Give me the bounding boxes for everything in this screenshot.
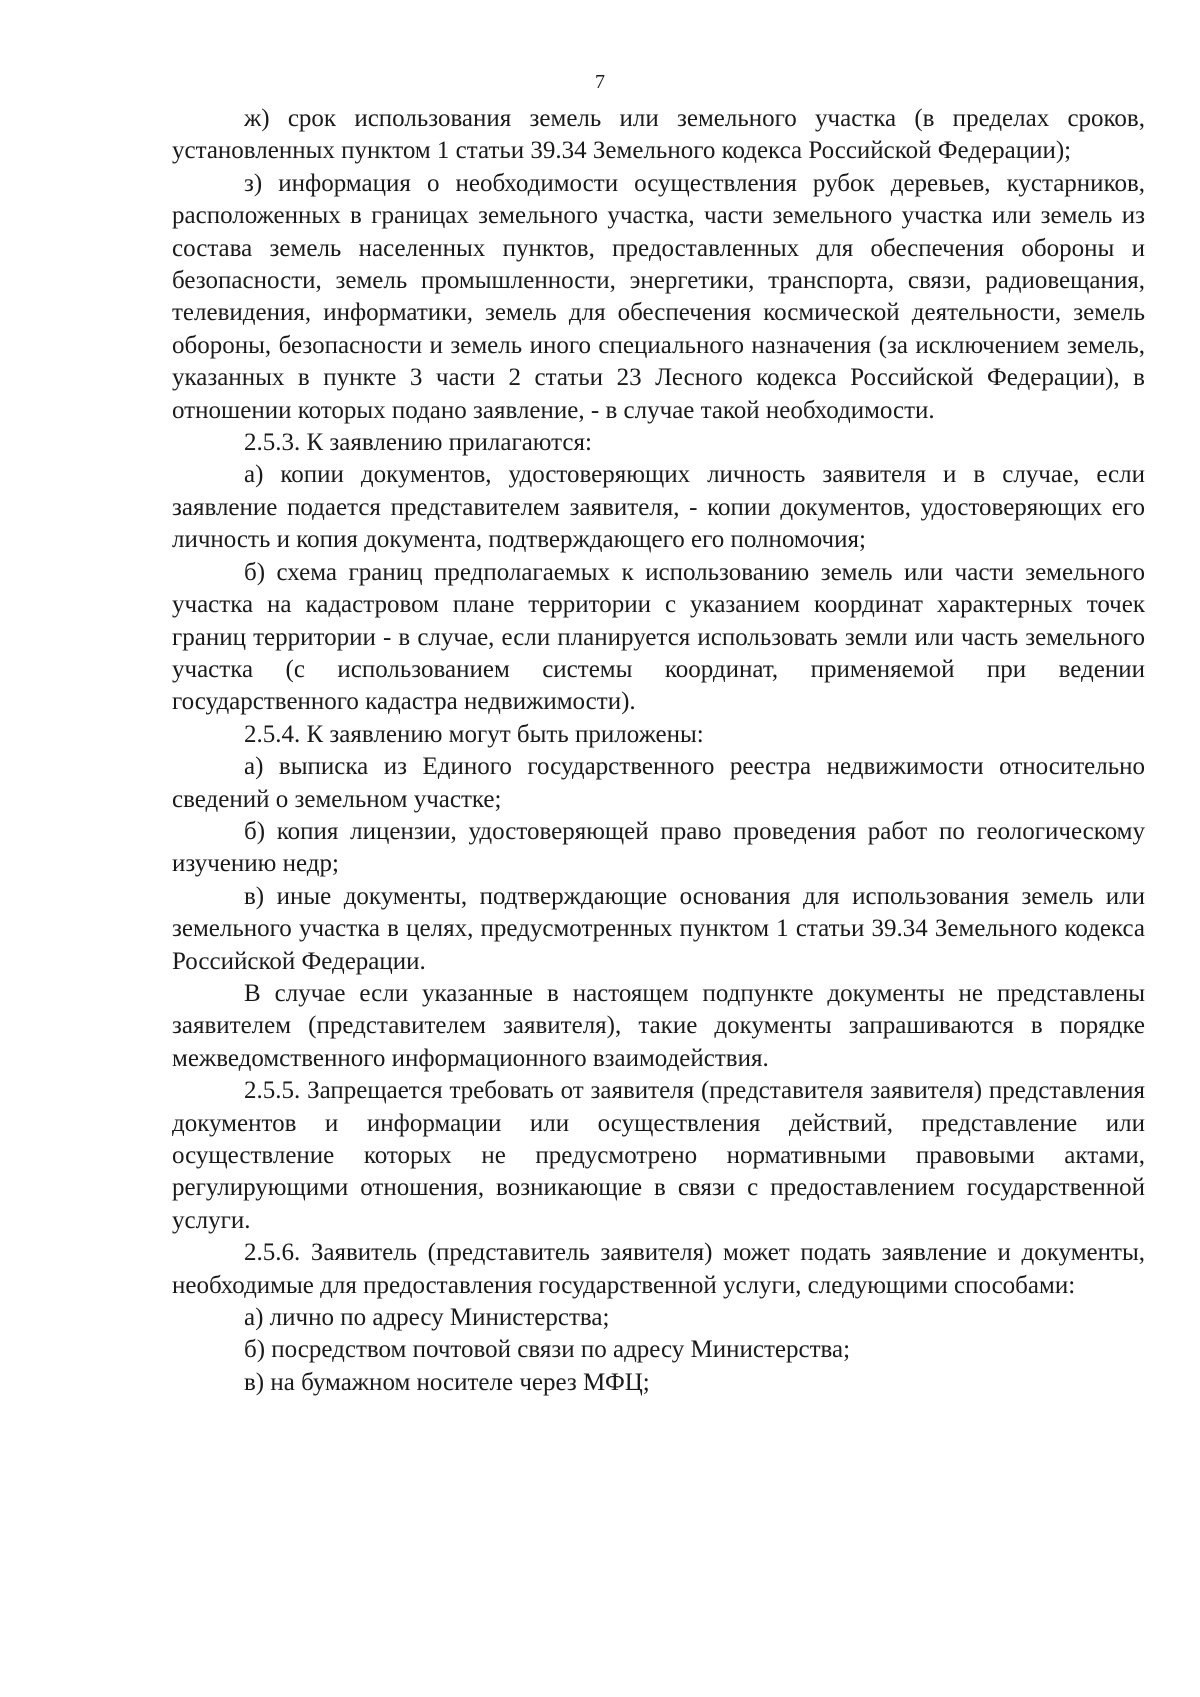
paragraph-item-zh: ж) срок использования земель или земельного участка (в пределах сроков, установленных пунктом 1 статьи 39.34 Земельного кодекса Российской Федерации); xyxy=(172,105,1145,165)
paragraph-item-b: б) схема границ предполагаемых к использованию земель или части земельного участка на кадастровом плане территории с указанием координат характерных точек границ территории - в случае, если планируется использовать земли или часть земельного участка (с использованием системы координат, применяемой при ведении государственного кадастра недвижимости). xyxy=(172,558,1145,716)
paragraph-item-b: б) копия лицензии, удостоверяющей право проведения работ по геологическому изучению недр; xyxy=(172,817,1145,878)
section-heading-2-5-3: 2.5.3. К заявлению прилагаются: xyxy=(244,429,592,457)
paragraph-item-b: б) посредством почтовой связи по адресу Министерства; xyxy=(244,1336,851,1364)
section-paragraph-2-5-5: 2.5.5. Запрещается требовать от заявителя (представителя заявителя) представления документов и информации или осуществления действий, представление или осуществление которых не предусмотрено нормативными правовыми актами, регулирующими отношения, возникающие в связи с предоставлением государственной услуги. xyxy=(172,1077,1145,1234)
section-heading-2-5-4: 2.5.4. К заявлению могут быть приложены: xyxy=(244,720,704,748)
paragraph-item-a: а) копии документов, удостоверяющих личность заявителя и в случае, если заявление подается представителем заявителя, - копии документов, удостоверяющих его личность и копия документа, подтверждающего его полномочия; xyxy=(172,461,1145,554)
section-paragraph-2-5-6: 2.5.6. Заявитель (представитель заявителя) может подать заявление и документы, необходимые для предоставления государственной услуги, следующими способами: xyxy=(172,1239,1145,1299)
paragraph-item-a: а) выписка из Единого государственного реестра недвижимости относительно сведений о земельном участке; xyxy=(172,753,1145,813)
paragraph-item-v: в) на бумажном носителе через МФЦ; xyxy=(244,1368,650,1396)
paragraph-item-a: а) лично по адресу Министерства; xyxy=(244,1304,610,1332)
document-body xyxy=(172,103,1145,1399)
paragraph-item-z: з) информация о необходимости осуществления рубок деревьев, кустарников, расположенных в границах земельного участка, части земельного участка или земель из состава земель населенных пунктов, предоставленных для обеспечения обороны и безопасности, земель промышленности, энергетики, транспорта, связи, радиовещания, телевидения, информатики, земель для обеспечения космической деятельности, земель обороны, безопасности и земель иного специального назначения (за исключением земель, указанных в пункте 3 части 2 статьи 23 Лесного кодекса Российской Федерации), в отношении которых подано заявление, - в случае такой необходимости. xyxy=(172,169,1145,424)
paragraph-interagency-note: В случае если указанные в настоящем подпункте документы не представлены заявителем (представителем заявителя), такие документы запрашиваются в порядке межведомственного информационного взаимодействия. xyxy=(172,979,1145,1072)
paragraph-item-v: в) иные документы, подтверждающие основания для использования земель или земельного участка в целях, предусмотренных пунктом 1 статьи 39.34 Земельного кодекса Российской Федерации. xyxy=(172,882,1145,975)
page-number: 7 xyxy=(595,71,605,93)
